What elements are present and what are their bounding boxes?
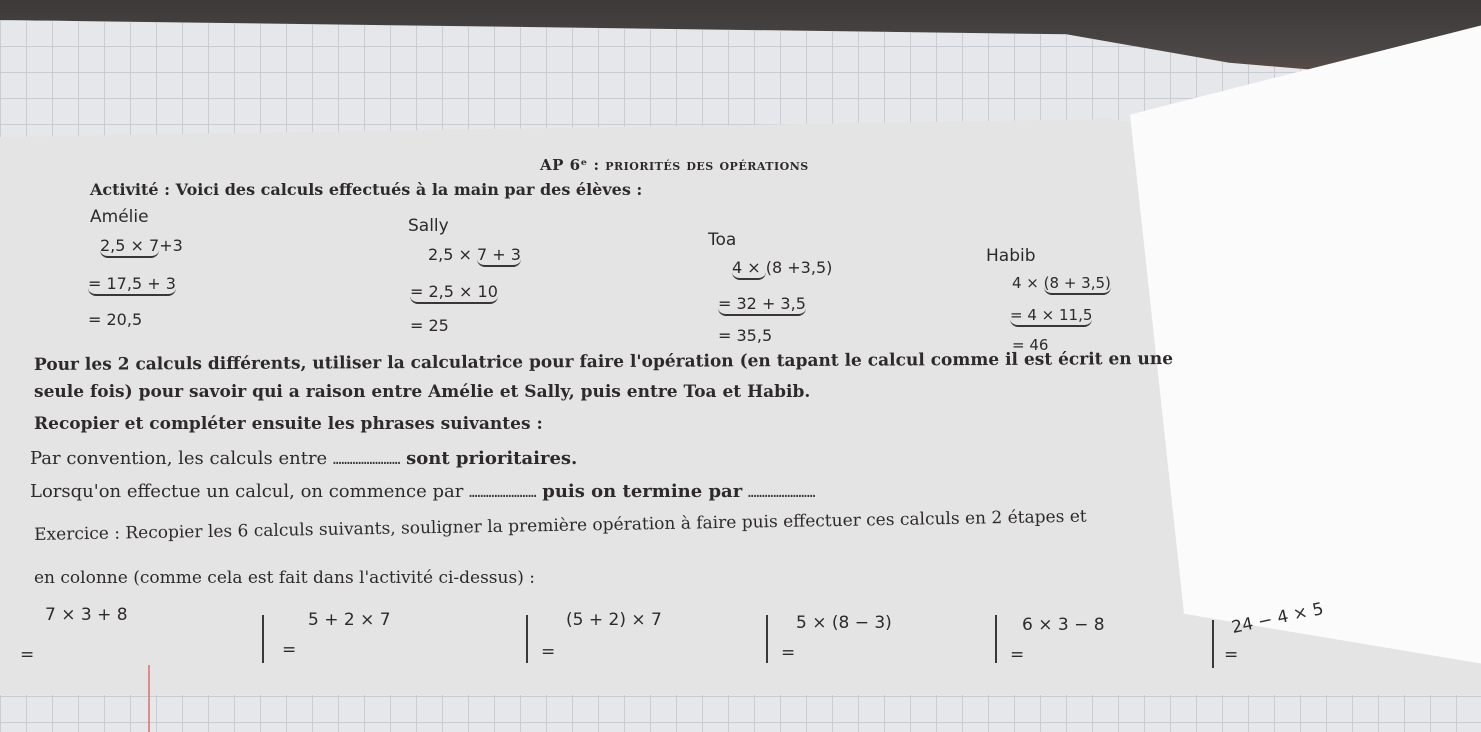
column-separator — [995, 615, 997, 663]
amelie-line1-rest: +3 — [159, 236, 183, 255]
worksheet-title: AP 6ᵉ : priorités des opérations — [540, 156, 809, 174]
habib-line-1 — [1012, 274, 1111, 292]
amelie-line-1 — [100, 236, 183, 255]
instruction-line-2: seule fois) pour savoir qui a raison entre Amélie et Sally, puis entre Toa et Habib. — [34, 382, 811, 402]
amelie-line-3: = 20,5 — [88, 310, 143, 329]
exercise-line-1: Exercice : Recopier les 6 calculs suivants, souligner la première opération à faire puis effectuer ces calculs en 2 étapes et — [34, 506, 1087, 545]
exercise-calc-4: 5 × (8 − 3) — [796, 613, 892, 633]
exercise-equals-4: = — [781, 643, 796, 663]
exercise-equals-1: = — [20, 645, 35, 665]
habib-brace: (8 + 3,5) — [1044, 274, 1111, 295]
folded-paper-flap — [1130, 25, 1481, 665]
amelie-line-2: = 17,5 + 3 — [88, 274, 176, 296]
sentence-2-middle: puis on termine par — [542, 481, 743, 502]
student-name-toa: Toa — [708, 230, 737, 250]
exercise-calc-1: 7 × 3 + 8 — [45, 605, 128, 625]
instruction-line-1: Pour les 2 calculs différents, utiliser la calculatrice pour faire l'opération (en tapant le calcul comme il est écrit en une — [33, 349, 1174, 375]
student-name-habib: Habib — [986, 246, 1036, 266]
toa-brace: 4 × — [732, 258, 766, 280]
exercise-calc-6: 24 − 4 × 5 — [1229, 599, 1326, 638]
exercise-equals-3: = — [541, 642, 556, 662]
sentence-1-end: sont prioritaires. — [406, 448, 578, 469]
column-separator — [766, 615, 768, 663]
sally-line1-start: 2,5 × — [428, 245, 478, 264]
amelie-brace: 2,5 × 7 — [100, 236, 159, 258]
instruction-line-3: Recopier et compléter ensuite les phrases suivantes : — [34, 414, 543, 434]
exercise-equals-2: = — [282, 640, 297, 660]
column-separator — [262, 615, 264, 663]
exercise-calc-3: (5 + 2) × 7 — [566, 610, 662, 630]
column-separator — [1212, 620, 1214, 668]
sally-line-2: = 2,5 × 10 — [410, 282, 498, 304]
blank-3: …………………… — [747, 485, 816, 501]
sentence-2 — [30, 481, 815, 502]
exercise-equals-6: = — [1224, 645, 1239, 665]
sally-line-1 — [428, 245, 521, 264]
sally-brace: 7 + 3 — [477, 245, 521, 267]
activity-intro: Activité : Voici des calculs effectués à la main par des élèves : — [90, 180, 643, 199]
habib-line-2: = 4 × 11,5 — [1010, 306, 1092, 327]
toa-line1-rest: (8 +3,5) — [765, 258, 833, 277]
habib-line-3: = 46 — [1012, 336, 1049, 354]
student-name-sally: Sally — [408, 216, 449, 236]
blank-1: …………………… — [332, 452, 401, 468]
sentence-2-start: Lorsqu'on effectue un calcul, on commence par — [30, 481, 464, 502]
toa-line-1 — [732, 258, 832, 277]
sally-line-3: = 25 — [410, 316, 449, 335]
toa-line-2: = 32 + 3,5 — [718, 294, 806, 316]
habib-line1-start: 4 × — [1012, 274, 1044, 292]
exercise-equals-5: = — [1010, 645, 1025, 665]
column-separator — [526, 615, 528, 663]
sentence-1 — [30, 448, 577, 469]
exercise-calc-2: 5 + 2 × 7 — [308, 610, 391, 630]
sentence-1-start: Par convention, les calculs entre — [30, 448, 328, 469]
exercise-calc-5: 6 × 3 − 8 — [1022, 615, 1105, 635]
toa-line-3: = 35,5 — [718, 326, 773, 345]
blank-2: …………………… — [469, 485, 537, 501]
student-name-amelie: Amélie — [90, 207, 149, 227]
notebook-margin-line — [148, 665, 150, 732]
exercise-line-2: en colonne (comme cela est fait dans l'activité ci-dessus) : — [34, 568, 535, 588]
